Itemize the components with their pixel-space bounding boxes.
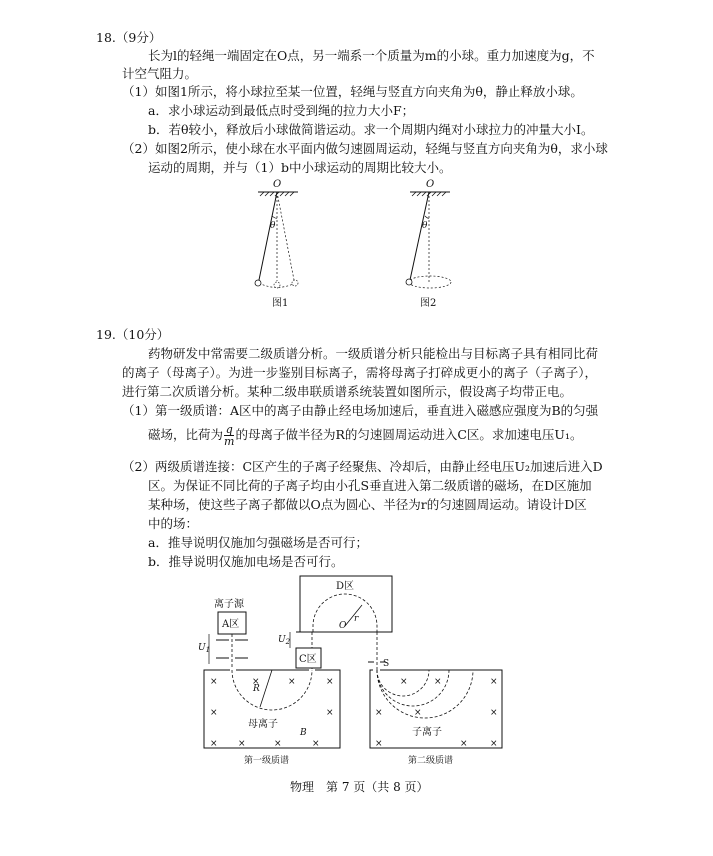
svg-text:×: × [326, 708, 334, 718]
svg-text:×: × [460, 739, 468, 749]
svg-text:×: × [210, 739, 218, 749]
q19-part2a: a．推导说明仅施加匀强磁场是否可行； [148, 535, 368, 550]
parent-ion-label: 母离子 [248, 719, 278, 730]
svg-text:×: × [312, 739, 320, 749]
d-zone-label: D区 [336, 581, 355, 592]
figure-1-pendulum [240, 176, 320, 311]
q19-part1-line2 [148, 424, 582, 447]
q19-part2-line2: 区。为保证不同比荷的子离子均由小孔S垂直进入第二级质谱的磁场，在D区施加 [148, 478, 592, 493]
d-zone-o-label: O [339, 621, 347, 631]
field-B-label: B [300, 728, 307, 738]
mass-spectrometer-figure [190, 570, 520, 775]
radius-R-label: R [253, 684, 260, 694]
svg-text:×: × [490, 739, 498, 749]
fig1-rope [259, 192, 277, 280]
fig1-rope-mirror [277, 192, 294, 280]
q19-part1-line1: （1）第一级质谱：A区中的离子由静止经电场加速后，垂直进入磁感应强度为B的匀强 [122, 403, 599, 418]
ion-source-label: 离子源 [214, 599, 244, 610]
page-footer: 物理 第 7 页（共 8 页） [290, 780, 429, 794]
q18-intro-line2: 计空气阻力。 [122, 66, 198, 81]
q19-part2b: b．推导说明仅施加电场是否可行。 [148, 554, 344, 569]
q18-part2-line2: 运动的周期，并与（1）b中小球运动的周期比较大小。 [148, 160, 452, 175]
fig2-label-theta: θ [422, 221, 428, 231]
svg-text:×: × [326, 677, 334, 687]
charge-mass-ratio: $\frac{q}{m}$ [224, 423, 235, 448]
q18-part1b: b．若θ较小，释放后小球做简谐运动。求一个周期内绳对小球拉力的冲量大小I。 [148, 122, 594, 137]
first-stage-box [204, 670, 340, 748]
c-zone-label: C区 [299, 654, 317, 665]
svg-text:×: × [414, 708, 422, 718]
q18-part2-line1: （2）如图2所示，使小球在水平面内做匀速圆周运动，轻绳与竖直方向夹角为θ，求小球 [122, 141, 608, 156]
q19-part2-line3: 某种场，使这些子离子都做以O点为圆心、半径为r的匀速圆周运动。请设计D区 [148, 497, 587, 512]
q19-part2-line4: 中的场： [148, 516, 199, 531]
q19-part1-line2-post: 的母离子做半径为R的匀速圆周运动进入C区。求加速电压U₁。 [235, 427, 583, 442]
u1-label: $U_1$ [198, 643, 211, 654]
slit-s-label: S [383, 659, 390, 669]
svg-text:×: × [400, 677, 408, 687]
q18-part1: （1）如图1所示，将小球拉至某一位置，轻绳与竖直方向夹角为θ，静止释放小球。 [122, 84, 583, 99]
fig2-rope [410, 192, 429, 280]
second-stage-label: 第二级质谱 [408, 756, 454, 766]
q19-part2-line1: （2）两级质谱连接：C区产生的子离子经聚焦、冷却后，由静止经电压U₂加速后进入D [122, 459, 603, 474]
fig1-label-o: O [273, 179, 282, 190]
q19-header: 19.（10分） [96, 327, 170, 342]
svg-text:×: × [288, 677, 296, 687]
first-stage-label: 第一级质谱 [244, 756, 290, 766]
svg-text:×: × [490, 677, 498, 687]
u2-label: $U_2$ [278, 635, 291, 646]
fig2-label-o: O [426, 179, 435, 190]
svg-text:×: × [210, 677, 218, 687]
svg-text:×: × [210, 708, 218, 718]
svg-text:×: × [434, 677, 442, 687]
d-zone-r-label: r [354, 614, 359, 624]
svg-text:×: × [375, 708, 383, 718]
figure-2-conical-pendulum [398, 176, 478, 311]
child-ion-label: 子离子 [412, 727, 442, 738]
q19-intro-line1: 药物研发中常需要二级质谱分析。一级质谱分析只能检出与目标离子具有相同比荷 [148, 346, 599, 361]
q18-header: 18.（9分） [96, 30, 162, 45]
svg-text:×: × [490, 708, 498, 718]
q19-intro-line2: 的离子（母离子）。为进一步鉴别目标离子，需将母离子打碎成更小的离子（子离子）， [122, 365, 598, 380]
svg-text:×: × [274, 739, 282, 749]
fig2-orbit [409, 276, 451, 288]
fig2-caption: 图2 [420, 298, 437, 309]
q19-part1-line2-pre: 磁场，比荷为 [148, 427, 224, 442]
svg-text:×: × [252, 677, 260, 687]
q18-intro-line1: 长为l的轻绳一端固定在O点，另一端系一个质量为m的小球。重力加速度为g，不 [148, 48, 595, 63]
svg-text:×: × [375, 739, 383, 749]
q19-intro-line3: 进行第二次质谱分析。某种二级串联质谱系统装置如图所示，假设离子均带正电。 [122, 384, 573, 399]
fig1-label-theta: θ [270, 221, 276, 231]
q18-part1a: a．求小球运动到最低点时受到绳的拉力大小F； [148, 103, 415, 118]
fig1-caption: 图1 [272, 298, 289, 309]
fig2-ball [406, 279, 412, 285]
fig1-ball [255, 280, 261, 286]
svg-text:×: × [238, 739, 246, 749]
a-zone-label: A区 [222, 619, 240, 630]
